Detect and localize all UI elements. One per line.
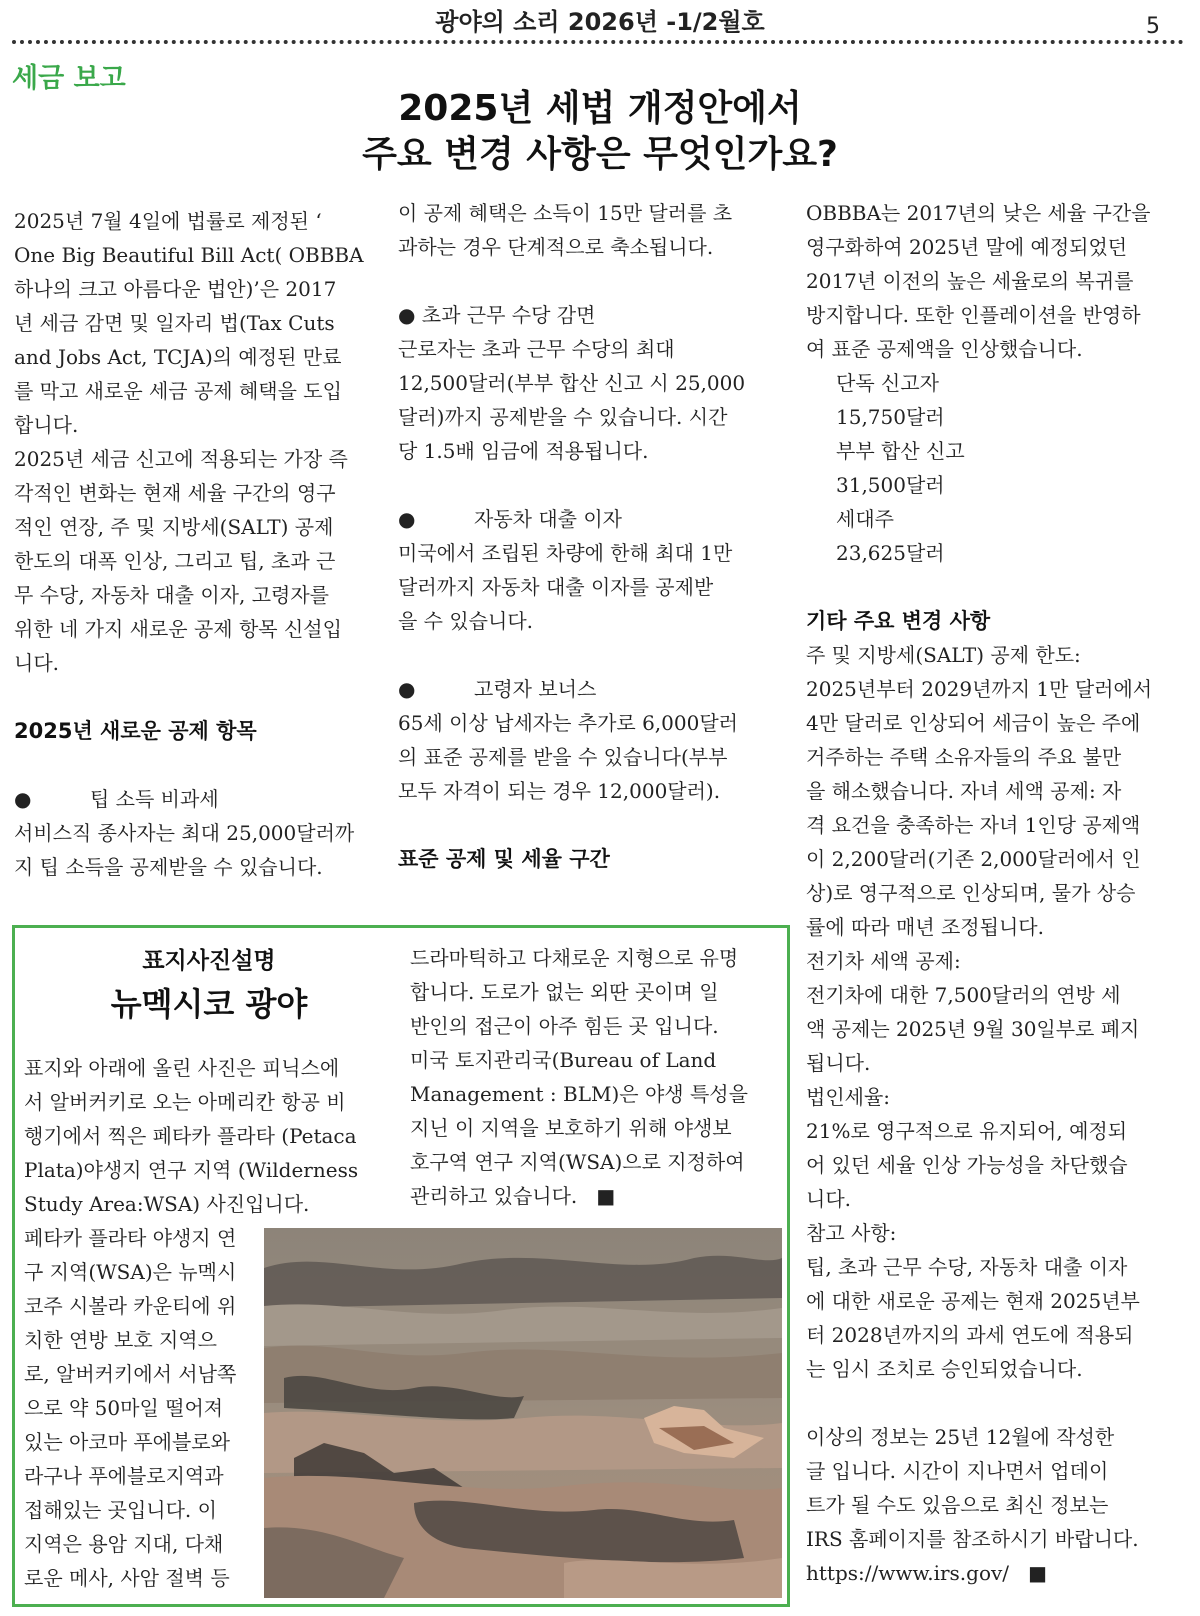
cover-box-body-full (24, 1051, 394, 1221)
para-line: 위한 네 가지 새로운 공제 항목 신설입 (14, 617, 342, 641)
article-headline (0, 86, 1200, 178)
salt-line: 2025년부터 2029년까지 1만 달러에서 (806, 677, 1153, 701)
cont-line: 과하는 경우 단계적으로 축소됩니다. (398, 235, 714, 259)
desert-aerial-photo (264, 1228, 782, 1598)
cover-last-text: 관리하고 있습니다. (410, 1184, 578, 1208)
cover-box-body-narrow (24, 1221, 264, 1595)
cover-box-title: 표지사진설명 (142, 948, 276, 974)
intro-line: 합니다. (14, 413, 79, 437)
tips-title-text: 팁 소득 비과세 (90, 787, 219, 811)
para-line: 한도의 대폭 인상, 그리고 팁, 초과 근 (14, 549, 336, 573)
intro-line: 하나의 크고 아름다운 법안)’은 2017 (14, 277, 337, 301)
intro-line: 2025년 7월 4일에 법률로 제정된 ‘ (14, 209, 322, 233)
note-label: 참고 사항: (806, 1221, 897, 1245)
closing-line: IRS 홈페이지를 참조하시기 바랍니다. (806, 1527, 1139, 1551)
auto-title (398, 502, 770, 536)
cover-box-subtitle: 뉴멕시코 광야 (110, 985, 308, 1023)
intro-line: 를 막고 새로운 세금 공제 혜택을 도입 (14, 379, 342, 403)
ev-line: 됩니다. (806, 1051, 871, 1075)
section-heading-other-changes: 기타 주요 변경 사항 (806, 609, 991, 633)
bullet-icon: ● (398, 677, 416, 701)
cover-line: 라구나 푸에블로지역과 (24, 1464, 224, 1488)
section-label: 세금 보고 (12, 63, 126, 94)
cover-line: 드라마틱하고 다채로운 지형으로 유명 (410, 946, 739, 970)
cont-line: 이 공제 혜택은 소득이 15만 달러를 초 (398, 201, 733, 225)
intro-line: 년 세금 감면 및 일자리 법(Tax Cuts (14, 311, 335, 335)
salt-line: 격 요건을 충족하는 자녀 1인당 공제액 (806, 813, 1141, 837)
cover-line: 표지와 아래에 올린 사진은 피닉스에 (24, 1056, 340, 1080)
column-1 (14, 204, 384, 884)
cover-line: 행기에서 찍은 페타카 플라타 (Petaca (24, 1124, 357, 1148)
headline-line-2: 주요 변경 사항은 무엇인가요? (362, 134, 838, 175)
cover-line: 합니다. 도로가 없는 외딴 곳이며 일 (410, 980, 719, 1004)
senior-line: 65세 이상 납세자는 추가로 6,000달러 (398, 711, 738, 735)
note-line: 팁, 초과 근무 수당, 자동차 대출 이자 (806, 1255, 1128, 1279)
ev-line: 전기차에 대한 7,500달러의 연방 세 (806, 983, 1121, 1007)
overtime-line: 근로자는 초과 근무 수당의 최대 (398, 337, 675, 361)
cover-line-last (410, 1179, 782, 1213)
auto-line: 달러까지 자동차 대출 이자를 공제받 (398, 575, 714, 599)
cover-line: 치한 연방 보호 지역으 (24, 1328, 217, 1352)
deduction-amount: 23,625달러 (836, 541, 945, 565)
salt-line: 상)로 영구적으로 인상되며, 물가 상승 (806, 881, 1136, 905)
std-line: 영구화하여 2025년 말에 예정되었던 (806, 235, 1128, 259)
senior-title (398, 672, 770, 706)
deduction-amount: 15,750달러 (836, 405, 945, 429)
note-line: 에 대한 새로운 공제는 현재 2025년부 (806, 1289, 1140, 1313)
column-3 (806, 196, 1190, 1590)
para-line: 2025년 세금 신고에 적용되는 가장 즉 (14, 447, 348, 471)
intro-line: and Jobs Act, TCJA)의 예정된 만료 (14, 345, 342, 369)
senior-line: 모두 자격이 되는 경우 12,000달러). (398, 779, 721, 803)
salt-line: 이 2,200달러(기존 2,000달러에서 인 (806, 847, 1141, 871)
cover-line: 코주 시볼라 카운티에 위 (24, 1294, 237, 1318)
note-line: 는 임시 조치로 승인되었습니다. (806, 1357, 1083, 1381)
corp-line: 어 있던 세율 인상 가능성을 차단했습 (806, 1153, 1128, 1177)
salt-line: 거주하는 주택 소유자들의 주요 불만 (806, 745, 1122, 769)
para-line: 니다. (14, 651, 59, 675)
salt-line: 4만 달러로 인상되어 세금이 높은 주에 (806, 711, 1141, 735)
page-number: 5 (1146, 14, 1160, 39)
irs-url-line (806, 1556, 1190, 1590)
closing-line: 이상의 정보는 25년 12월에 작성한 (806, 1425, 1115, 1449)
bullet-icon: ● (398, 507, 416, 531)
section-heading-standard-deduction: 표준 공제 및 세율 구간 (398, 847, 610, 871)
auto-line: 미국에서 조립된 차량에 한해 최대 1만 (398, 541, 733, 565)
tips-line: 지 팁 소득을 공제받을 수 있습니다. (14, 855, 323, 879)
corp-line: 니다. (806, 1187, 851, 1211)
cover-box-body-right (410, 941, 782, 1213)
salt-label: 주 및 지방세(SALT) 공제 한도: (806, 643, 1081, 667)
tips-title (14, 782, 384, 816)
cover-line: 반인의 접근이 아주 힘든 곳 입니다. (410, 1014, 719, 1038)
cover-line: 구 지역(WSA)은 뉴멕시 (24, 1260, 237, 1284)
intro-line: One Big Beautiful Bill Act( OBBBA (14, 243, 364, 267)
deduction-label: 세대주 (836, 507, 894, 531)
overtime-line: 달러)까지 공제받을 수 있습니다. 시간 (398, 405, 728, 429)
cover-line: Plata)야생지 연구 지역 (Wilderness (24, 1158, 359, 1182)
deduction-amount: 31,500달러 (836, 473, 945, 497)
end-mark-icon: ■ (1028, 1561, 1048, 1585)
para-line: 각적인 변화는 현재 세율 구간의 영구 (14, 481, 336, 505)
section-heading-new-deductions: 2025년 새로운 공제 항목 (14, 719, 257, 743)
column-2 (398, 196, 770, 876)
cover-line: 페타카 플라타 야생지 연 (24, 1226, 237, 1250)
closing-line: 트가 될 수도 있음으로 최신 정보는 (806, 1493, 1109, 1517)
overtime-line: 당 1.5배 임금에 적용됩니다. (398, 439, 649, 463)
cover-line: 있는 아코마 푸에블로와 (24, 1430, 230, 1454)
auto-title-text: 자동차 대출 이자 (474, 507, 622, 531)
cover-line: 호구역 연구 지역(WSA)으로 지정하여 (410, 1150, 745, 1174)
cover-line: 으로 약 50마일 떨어져 (24, 1396, 224, 1420)
deduction-label: 단독 신고자 (836, 371, 939, 395)
cover-line: 접해있는 곳입니다. 이 (24, 1498, 217, 1522)
senior-title-text: 고령자 보너스 (474, 677, 597, 701)
note-line: 터 2028년까지의 과세 연도에 적용되 (806, 1323, 1134, 1347)
salt-line: 을 해소했습니다. 자녀 세액 공제: 자 (806, 779, 1122, 803)
std-line: OBBBA는 2017년의 낮은 세율 구간을 (806, 201, 1151, 225)
ev-line: 액 공제는 2025년 9월 30일부로 폐지 (806, 1017, 1140, 1041)
tips-line: 서비스직 종사자는 최대 25,000달러까 (14, 821, 355, 845)
para-line: 적인 연장, 주 및 지방세(SALT) 공제 (14, 515, 334, 539)
closing-line: 글 입니다. 시간이 지나면서 업데이 (806, 1459, 1109, 1483)
std-line: 여 표준 공제액을 인상했습니다. (806, 337, 1083, 361)
corp-label: 법인세율: (806, 1085, 891, 1109)
cover-line: Study Area:WSA) 사진입니다. (24, 1192, 310, 1216)
cover-line: 로, 알버커키에서 서남쪽 (24, 1362, 237, 1386)
cover-line: 미국 토지관리국(Bureau of Land (410, 1048, 717, 1072)
auto-line: 을 수 있습니다. (398, 609, 533, 633)
overtime-title: ● 초과 근무 수당 감면 (398, 303, 596, 327)
overtime-line: 12,500달러(부부 합산 신고 시 25,000 (398, 371, 746, 395)
deduction-label: 부부 합산 신고 (836, 439, 965, 463)
cover-line: Management : BLM)은 야생 특성을 (410, 1082, 748, 1106)
newsletter-header: 광야의 소리 2026년 -1/2월호 (435, 8, 765, 36)
ev-label: 전기차 세액 공제: (806, 949, 961, 973)
corp-line: 21%로 영구적으로 유지되어, 예정되 (806, 1119, 1128, 1143)
dotted-divider (12, 40, 1184, 44)
irs-url[interactable]: https://www.irs.gov/ (806, 1561, 1010, 1585)
cover-line: 서 알버커키로 오는 아메리칸 항공 비 (24, 1090, 346, 1114)
headline-line-1: 2025년 세법 개정안에서 (398, 88, 802, 129)
cover-line: 지닌 이 지역을 보호하기 위해 야생보 (410, 1116, 732, 1140)
salt-line: 률에 따라 매년 조정됩니다. (806, 915, 1044, 939)
para-line: 무 수당, 자동차 대출 이자, 고령자를 (14, 583, 329, 607)
std-line: 방지합니다. 또한 인플레이션을 반영하 (806, 303, 1141, 327)
end-mark-icon: ■ (596, 1184, 616, 1208)
std-line: 2017년 이전의 높은 세율로의 복귀를 (806, 269, 1134, 293)
bullet-icon: ● (14, 787, 32, 811)
senior-line: 의 표준 공제를 받을 수 있습니다(부부 (398, 745, 728, 769)
cover-line: 지역은 용암 지대, 다채 (24, 1532, 224, 1556)
cover-line: 로운 메사, 사암 절벽 등 (24, 1566, 230, 1590)
